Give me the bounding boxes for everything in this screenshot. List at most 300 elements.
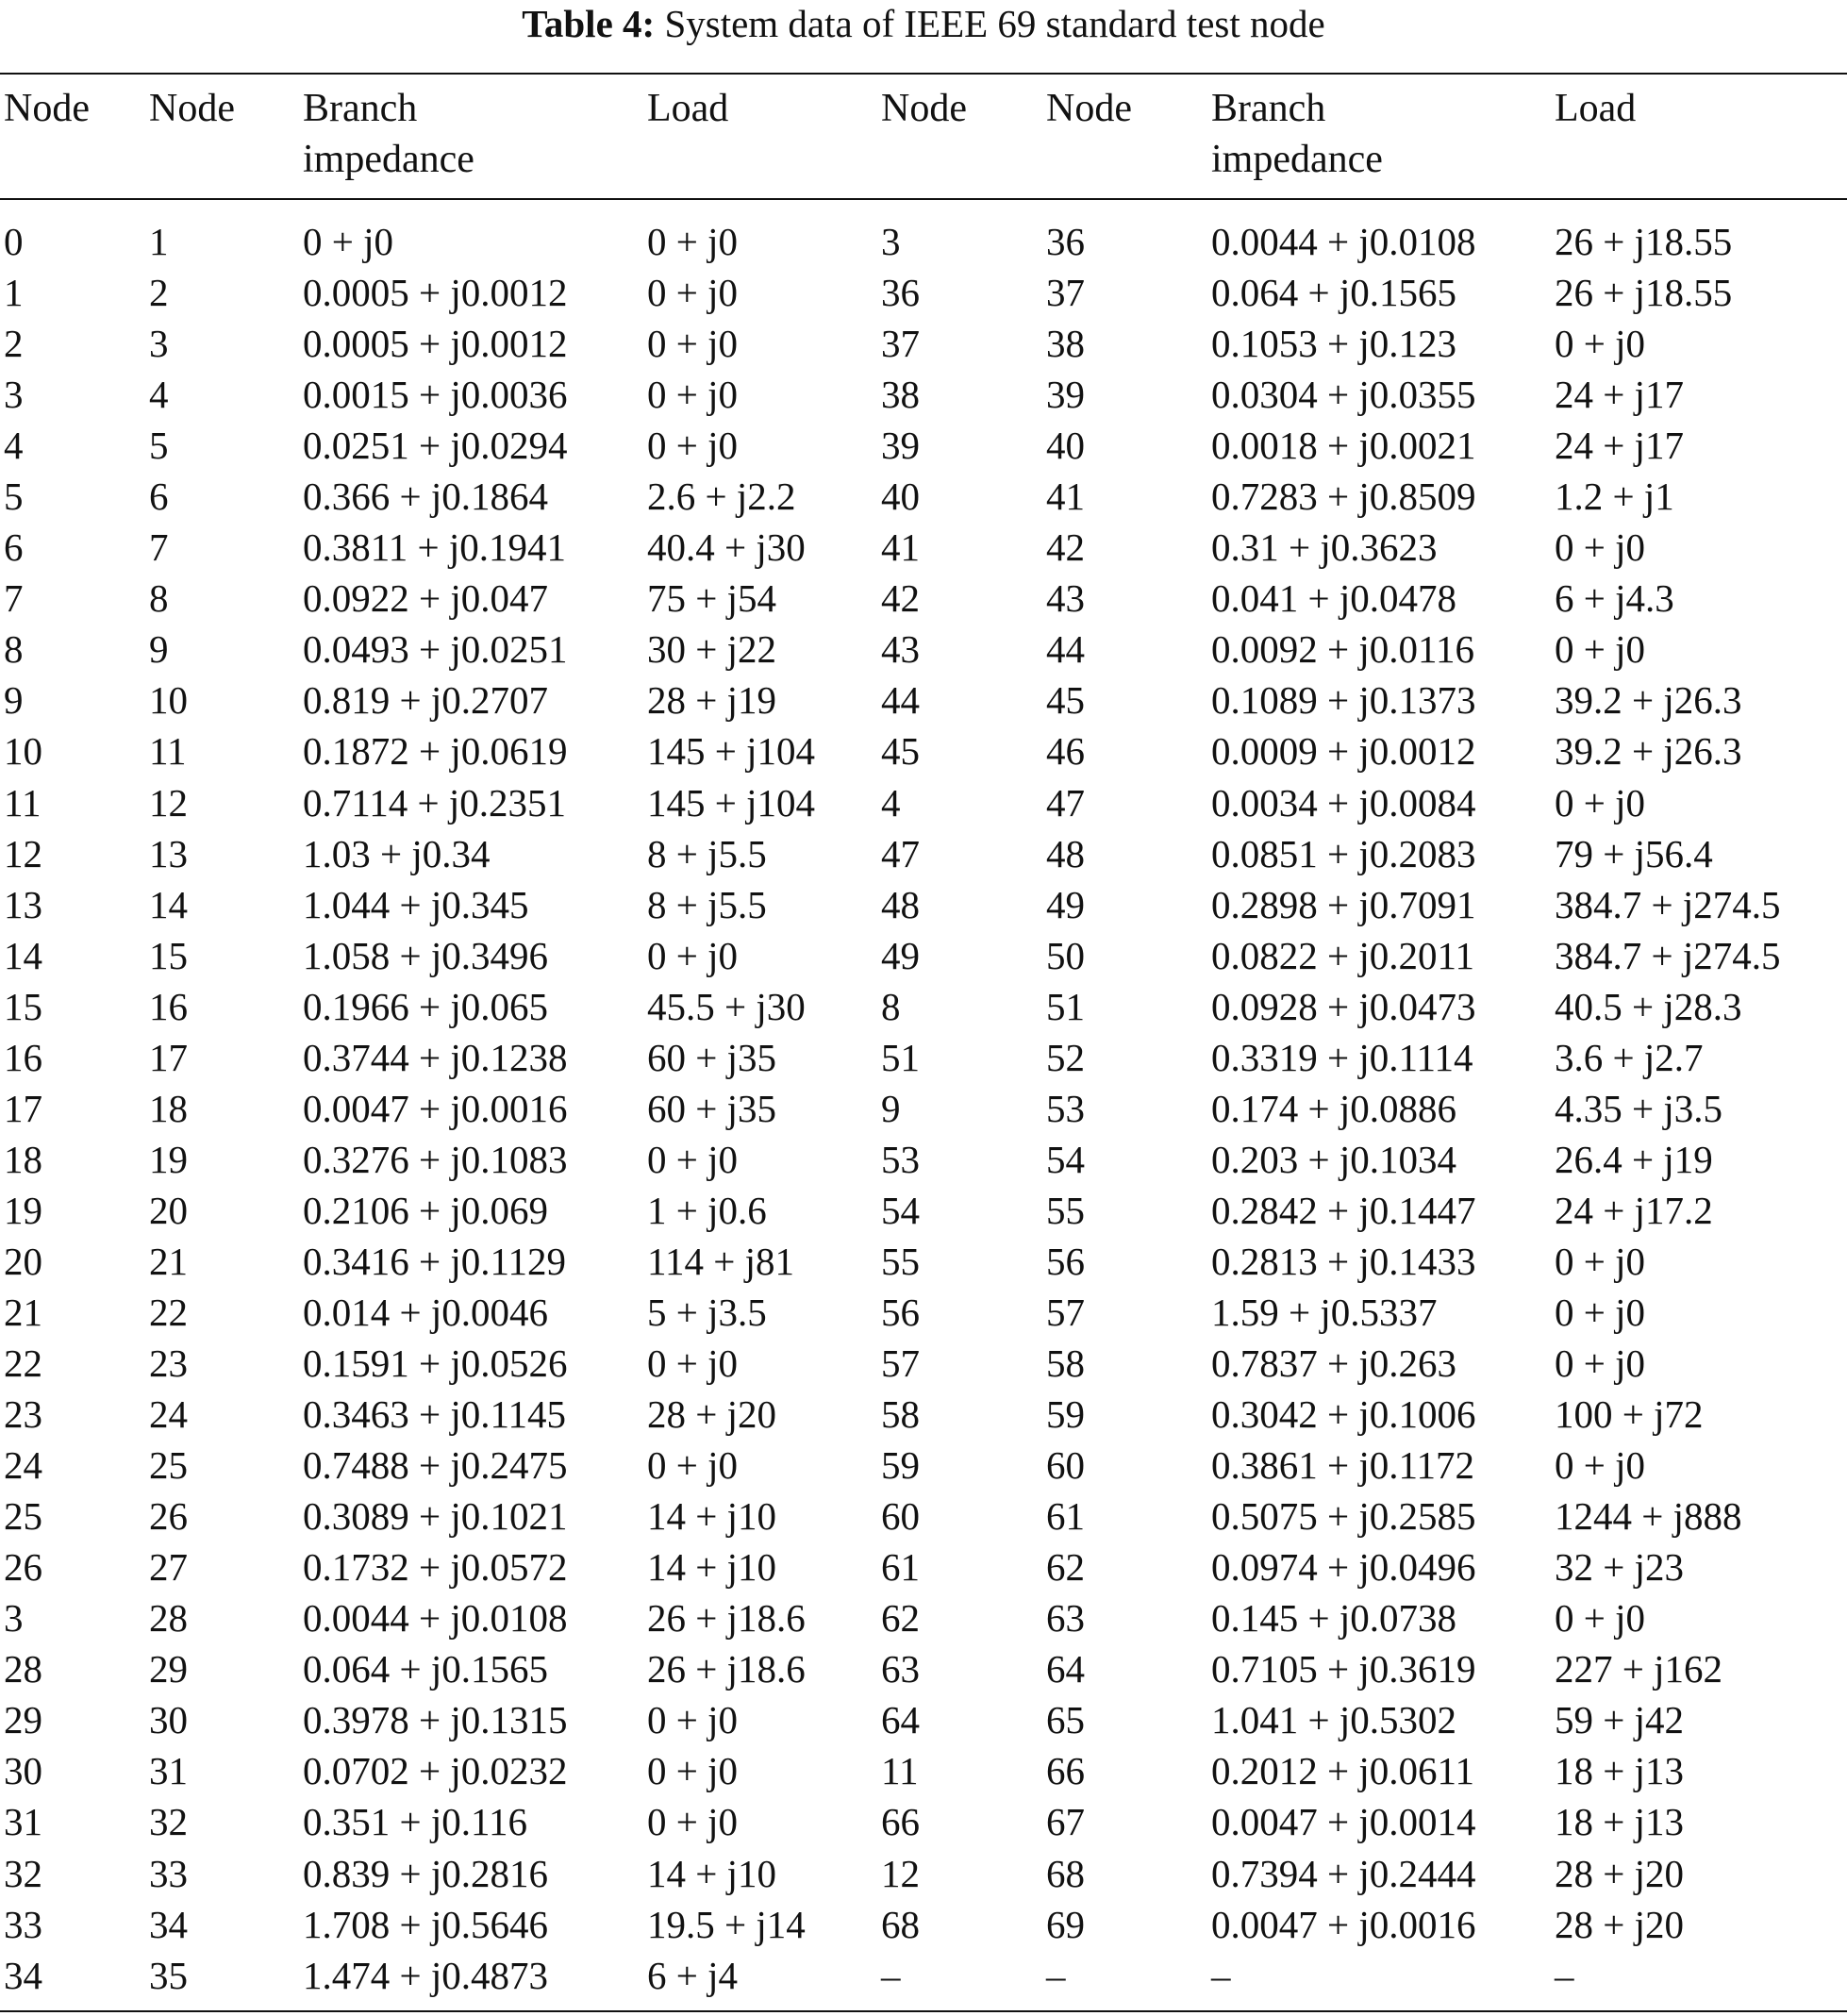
cell-node-from: 22 — [4, 1341, 42, 1386]
cell-branch-impedance-2: 0.1053 + j0.123 — [1211, 322, 1457, 366]
cell-node-from: 16 — [4, 1035, 42, 1079]
cell-node-to: 15 — [149, 933, 188, 977]
cell-load: 75 + j54 — [647, 576, 777, 621]
cell-branch-impedance-2: 0.064 + j0.1565 — [1211, 271, 1457, 315]
cell-node-from: 5 — [4, 475, 24, 519]
cell-branch-impedance: 0.819 + j0.2707 — [303, 678, 549, 723]
cell-node-to: 24 — [149, 1392, 188, 1437]
cell-branch-impedance: 0.1966 + j0.065 — [303, 984, 549, 1028]
cell-load: 0 + j0 — [647, 1749, 739, 1793]
cell-node-to: 31 — [149, 1749, 188, 1793]
table-row — [0, 930, 1847, 981]
cell-node-to-2: 68 — [1046, 1851, 1085, 1895]
cell-node-from-2: 59 — [881, 1443, 920, 1488]
cell-branch-impedance-2: 0.7105 + j0.3619 — [1211, 1647, 1476, 1691]
cell-load-2: – — [1555, 1953, 1574, 1997]
cell-node-from-2: 38 — [881, 373, 920, 417]
cell-node-to: 29 — [149, 1647, 188, 1691]
cell-node-from-2: 12 — [881, 1851, 920, 1895]
cell-node-from-2: 44 — [881, 678, 920, 723]
header-branch-impedance-left: Branch impedance — [303, 87, 474, 181]
table-row — [0, 1083, 1847, 1134]
cell-node-to-2: 42 — [1046, 525, 1085, 570]
cell-load: 14 + j10 — [647, 1545, 777, 1590]
cell-load-2: 24 + j17 — [1555, 424, 1685, 468]
cell-node-to-2: 49 — [1046, 882, 1085, 926]
table-row — [0, 267, 1847, 318]
cell-node-from-2: 42 — [881, 576, 920, 621]
cell-node-from-2: 36 — [881, 271, 920, 315]
cell-node-to-2: 63 — [1046, 1596, 1085, 1641]
cell-node-to-2: 47 — [1046, 780, 1085, 825]
cell-node-from-2: 4 — [881, 780, 901, 825]
cell-node-from-2: 3 — [881, 220, 901, 263]
table-row — [0, 828, 1847, 879]
cell-node-to: 33 — [149, 1851, 188, 1895]
cell-node-from-2: 41 — [881, 525, 920, 570]
cell-node-to-2: 55 — [1046, 1188, 1085, 1232]
cell-branch-impedance-2: 0.0822 + j0.2011 — [1211, 933, 1474, 977]
header-node-from-left: Node — [4, 87, 90, 130]
cell-node-from: 13 — [4, 882, 42, 926]
cell-branch-impedance: 1.708 + j0.5646 — [303, 1902, 549, 1946]
table-row — [0, 1236, 1847, 1287]
header-node-to-right: Node — [1046, 87, 1132, 130]
cell-node-to-2: 67 — [1046, 1800, 1085, 1844]
cell-node-to: 19 — [149, 1137, 188, 1181]
cell-branch-impedance-2: – — [1211, 1953, 1231, 1997]
cell-node-from-2: 54 — [881, 1188, 920, 1232]
cell-branch-impedance: 0.1591 + j0.0526 — [303, 1341, 568, 1386]
cell-load-2: 24 + j17 — [1555, 373, 1685, 417]
table-row — [0, 1848, 1847, 1899]
cell-node-from-2: 39 — [881, 424, 920, 468]
cell-load: 0 + j0 — [647, 1800, 739, 1844]
cell-node-to: 26 — [149, 1494, 188, 1539]
cell-load-2: 0 + j0 — [1555, 322, 1646, 366]
cell-load-2: 40.5 + j28.3 — [1555, 984, 1742, 1028]
cell-node-from: 21 — [4, 1290, 42, 1334]
cell-node-from: 7 — [4, 576, 24, 621]
cell-node-to: 34 — [149, 1902, 188, 1946]
cell-node-from: 26 — [4, 1545, 42, 1590]
header-branch-impedance-right: Branch impedance — [1211, 87, 1383, 181]
cell-node-to: 17 — [149, 1035, 188, 1079]
cell-node-from: 3 — [4, 373, 24, 417]
cell-load-2: 28 + j20 — [1555, 1902, 1685, 1946]
cell-load-2: 0 + j0 — [1555, 1239, 1646, 1283]
cell-node-from-2: 45 — [881, 729, 920, 774]
cell-node-from: 3 — [4, 1596, 24, 1641]
cell-node-from-2: 43 — [881, 627, 920, 672]
cell-branch-impedance-2: 0.5075 + j0.2585 — [1211, 1494, 1476, 1539]
cell-branch-impedance: 0.7488 + j0.2475 — [303, 1443, 568, 1488]
cell-node-from-2: 47 — [881, 831, 920, 875]
cell-node-from-2: 48 — [881, 882, 920, 926]
cell-node-to-2: 65 — [1046, 1698, 1085, 1742]
cell-node-to-2: 57 — [1046, 1290, 1085, 1334]
cell-node-from: 33 — [4, 1902, 42, 1946]
cell-load: 145 + j104 — [647, 780, 816, 825]
cell-load-2: 39.2 + j26.3 — [1555, 678, 1742, 723]
cell-branch-impedance: 1.044 + j0.345 — [303, 882, 529, 926]
cell-load-2: 384.7 + j274.5 — [1555, 933, 1781, 977]
table-row — [0, 1287, 1847, 1338]
cell-load-2: 26.4 + j19 — [1555, 1137, 1713, 1181]
table-row — [0, 1950, 1847, 2001]
cell-load: 8 + j5.5 — [647, 831, 767, 875]
cell-node-to-2: 62 — [1046, 1545, 1085, 1590]
cell-branch-impedance-2: 0.2842 + j0.1447 — [1211, 1188, 1476, 1232]
cell-load: 0 + j0 — [647, 1698, 739, 1742]
cell-node-from-2: 62 — [881, 1596, 920, 1641]
cell-branch-impedance: 0.0047 + j0.0016 — [303, 1086, 568, 1130]
cell-node-to-2: 36 — [1046, 220, 1085, 263]
cell-node-to: 23 — [149, 1341, 188, 1386]
cell-node-from: 23 — [4, 1392, 42, 1437]
cell-branch-impedance: 0.0044 + j0.0108 — [303, 1596, 568, 1641]
cell-node-from: 32 — [4, 1851, 42, 1895]
cell-node-to: 7 — [149, 525, 169, 570]
table-row — [0, 725, 1847, 776]
cell-branch-impedance: 0.3089 + j0.1021 — [303, 1494, 568, 1539]
cell-load: 28 + j20 — [647, 1392, 777, 1437]
cell-load: 30 + j22 — [647, 627, 777, 672]
cell-load: 14 + j10 — [647, 1494, 777, 1539]
cell-branch-impedance: 0.3463 + j0.1145 — [303, 1392, 566, 1437]
table-row — [0, 1389, 1847, 1440]
cell-node-to: 20 — [149, 1188, 188, 1232]
cell-load: 40.4 + j30 — [647, 525, 806, 570]
cell-node-from: 8 — [4, 627, 24, 672]
cell-node-to-2: 43 — [1046, 576, 1085, 621]
table-row — [0, 1592, 1847, 1643]
cell-load-2: 3.6 + j2.7 — [1555, 1035, 1704, 1079]
cell-branch-impedance-2: 0.041 + j0.0478 — [1211, 576, 1457, 621]
cell-node-to: 14 — [149, 882, 188, 926]
cell-node-from-2: – — [881, 1953, 901, 1997]
cell-load-2: 6 + j4.3 — [1555, 576, 1674, 621]
cell-node-to: 32 — [149, 1800, 188, 1844]
cell-branch-impedance: 0.014 + j0.0046 — [303, 1290, 549, 1334]
cell-branch-impedance: 0.3978 + j0.1315 — [303, 1698, 568, 1742]
cell-node-to: 25 — [149, 1443, 188, 1488]
cell-branch-impedance-2: 0.3319 + j0.1114 — [1211, 1035, 1473, 1079]
table-row — [0, 522, 1847, 573]
table-row — [0, 675, 1847, 725]
cell-node-from-2: 61 — [881, 1545, 920, 1590]
cell-node-to: 18 — [149, 1086, 188, 1130]
cell-node-to-2: 52 — [1046, 1035, 1085, 1079]
cell-branch-impedance: 0 + j0 — [303, 220, 394, 263]
cell-node-to: 27 — [149, 1545, 188, 1590]
cell-load-2: 0 + j0 — [1555, 1596, 1646, 1641]
cell-load-2: 227 + j162 — [1555, 1647, 1723, 1691]
cell-branch-impedance: 0.3744 + j0.1238 — [303, 1035, 568, 1079]
cell-branch-impedance: 0.7114 + j0.2351 — [303, 780, 566, 825]
cell-branch-impedance: 0.0005 + j0.0012 — [303, 322, 568, 366]
cell-branch-impedance-2: 0.31 + j0.3623 — [1211, 525, 1438, 570]
cell-load-2: 4.35 + j3.5 — [1555, 1086, 1723, 1130]
cell-load: 14 + j10 — [647, 1851, 777, 1895]
cell-load: 1 + j0.6 — [647, 1188, 767, 1232]
table-row — [0, 1694, 1847, 1745]
cell-node-from-2: 49 — [881, 933, 920, 977]
cell-branch-impedance: 0.366 + j0.1864 — [303, 475, 549, 519]
cell-node-from: 18 — [4, 1137, 42, 1181]
cell-node-from-2: 37 — [881, 322, 920, 366]
cell-branch-impedance-2: 1.041 + j0.5302 — [1211, 1698, 1457, 1742]
table-caption-text: System data of IEEE 69 standard test node — [664, 2, 1325, 45]
cell-node-from: 14 — [4, 933, 42, 977]
cell-node-from-2: 66 — [881, 1800, 920, 1844]
cell-branch-impedance-2: 0.174 + j0.0886 — [1211, 1086, 1457, 1130]
cell-branch-impedance-2: 0.0304 + j0.0355 — [1211, 373, 1476, 417]
cell-node-to: 10 — [149, 678, 188, 723]
cell-branch-impedance-2: 0.0974 + j0.0496 — [1211, 1545, 1476, 1590]
cell-node-from-2: 56 — [881, 1290, 920, 1334]
cell-load-2: 1.2 + j1 — [1555, 475, 1674, 519]
cell-node-to: 4 — [149, 373, 169, 417]
cell-load: 145 + j104 — [647, 729, 816, 774]
cell-node-from: 19 — [4, 1188, 42, 1232]
cell-node-from-2: 8 — [881, 984, 901, 1028]
cell-node-from: 25 — [4, 1494, 42, 1539]
cell-node-from-2: 9 — [881, 1086, 901, 1130]
cell-node-from: 34 — [4, 1953, 42, 1997]
cell-branch-impedance: 1.474 + j0.4873 — [303, 1953, 549, 1997]
table-row — [0, 216, 1847, 267]
cell-branch-impedance: 0.0015 + j0.0036 — [303, 373, 568, 417]
table-row — [0, 1643, 1847, 1694]
cell-load-2: 18 + j13 — [1555, 1749, 1685, 1793]
cell-branch-impedance: 0.351 + j0.116 — [303, 1800, 527, 1844]
cell-load-2: 0 + j0 — [1555, 780, 1646, 825]
cell-branch-impedance-2: 0.0018 + j0.0021 — [1211, 424, 1476, 468]
table-row — [0, 1134, 1847, 1185]
cell-branch-impedance: 0.064 + j0.1565 — [303, 1647, 549, 1691]
cell-node-from: 29 — [4, 1698, 42, 1742]
cell-node-to-2: 51 — [1046, 984, 1085, 1028]
cell-load: 0 + j0 — [647, 322, 739, 366]
cell-node-from-2: 53 — [881, 1137, 920, 1181]
cell-load: 114 + j81 — [647, 1239, 794, 1283]
cell-node-from-2: 64 — [881, 1698, 920, 1742]
cell-load-2: 100 + j72 — [1555, 1392, 1704, 1437]
cell-node-from: 12 — [4, 831, 42, 875]
cell-load-2: 0 + j0 — [1555, 525, 1646, 570]
cell-branch-impedance: 0.3416 + j0.1129 — [303, 1239, 566, 1283]
cell-load-2: 79 + j56.4 — [1555, 831, 1713, 875]
cell-node-from-2: 40 — [881, 475, 920, 519]
cell-branch-impedance-2: 0.0009 + j0.0012 — [1211, 729, 1476, 774]
cell-node-to: 30 — [149, 1698, 188, 1742]
cell-branch-impedance-2: 0.7394 + j0.2444 — [1211, 1851, 1476, 1895]
cell-load-2: 28 + j20 — [1555, 1851, 1685, 1895]
cell-node-from: 20 — [4, 1239, 42, 1283]
cell-load-2: 59 + j42 — [1555, 1698, 1685, 1742]
cell-load: 60 + j35 — [647, 1086, 777, 1130]
cell-branch-impedance-2: 0.7837 + j0.263 — [1211, 1341, 1457, 1386]
cell-load-2: 32 + j23 — [1555, 1545, 1685, 1590]
cell-node-to-2: 54 — [1046, 1137, 1085, 1181]
cell-node-to-2: 39 — [1046, 373, 1085, 417]
cell-node-from: 28 — [4, 1647, 42, 1691]
cell-node-to-2: 61 — [1046, 1494, 1085, 1539]
cell-node-to: 9 — [149, 627, 169, 672]
table-row — [0, 1796, 1847, 1847]
cell-load-2: 26 + j18.55 — [1555, 271, 1733, 315]
table-row — [0, 1440, 1847, 1491]
cell-branch-impedance-2: 0.7283 + j0.8509 — [1211, 475, 1476, 519]
table-top-rule — [0, 73, 1847, 75]
cell-node-from: 10 — [4, 729, 42, 774]
table-row — [0, 1338, 1847, 1389]
cell-node-to-2: 58 — [1046, 1341, 1085, 1386]
cell-node-from: 1 — [4, 271, 24, 315]
cell-load: 28 + j19 — [647, 678, 777, 723]
cell-load: 0 + j0 — [647, 1443, 739, 1488]
cell-node-to-2: 46 — [1046, 729, 1085, 774]
cell-node-to-2: 40 — [1046, 424, 1085, 468]
cell-node-from-2: 11 — [881, 1749, 919, 1793]
cell-branch-impedance-2: 0.0928 + j0.0473 — [1211, 984, 1476, 1028]
cell-load: 0 + j0 — [647, 271, 739, 315]
cell-load-2: 24 + j17.2 — [1555, 1188, 1713, 1232]
cell-node-to: 12 — [149, 780, 188, 825]
cell-load: 0 + j0 — [647, 1341, 739, 1386]
cell-node-to: 21 — [149, 1239, 188, 1283]
cell-node-from: 24 — [4, 1443, 42, 1488]
table-row — [0, 1745, 1847, 1796]
cell-node-to-2: 59 — [1046, 1392, 1085, 1437]
cell-branch-impedance-2: 0.0034 + j0.0084 — [1211, 780, 1476, 825]
table-row — [0, 471, 1847, 522]
cell-branch-impedance-2: 0.2898 + j0.7091 — [1211, 882, 1476, 926]
cell-branch-impedance-2: 0.0851 + j0.2083 — [1211, 831, 1476, 875]
cell-load: 26 + j18.6 — [647, 1647, 806, 1691]
table-row — [0, 1541, 1847, 1592]
cell-load: 19.5 + j14 — [647, 1902, 806, 1946]
cell-branch-impedance: 0.0702 + j0.0232 — [303, 1749, 568, 1793]
cell-load: 26 + j18.6 — [647, 1596, 806, 1641]
cell-node-from: 4 — [4, 424, 24, 468]
cell-branch-impedance-2: 0.0047 + j0.0014 — [1211, 1800, 1476, 1844]
cell-branch-impedance: 1.03 + j0.34 — [303, 831, 491, 875]
cell-load: 8 + j5.5 — [647, 882, 767, 926]
cell-load: 0 + j0 — [647, 424, 739, 468]
cell-branch-impedance: 0.0005 + j0.0012 — [303, 271, 568, 315]
cell-load: 60 + j35 — [647, 1035, 777, 1079]
table-row — [0, 1032, 1847, 1083]
cell-branch-impedance-2: 0.145 + j0.0738 — [1211, 1596, 1457, 1641]
cell-load-2: 1244 + j888 — [1555, 1494, 1742, 1539]
cell-node-from-2: 51 — [881, 1035, 920, 1079]
table-bottom-rule — [0, 2010, 1847, 2012]
cell-node-from-2: 68 — [881, 1902, 920, 1946]
cell-node-from-2: 60 — [881, 1494, 920, 1539]
table-row — [0, 981, 1847, 1032]
header-load-right: Load — [1555, 87, 1637, 130]
header-load-left: Load — [647, 87, 729, 130]
header-node-from-right: Node — [881, 87, 967, 130]
cell-branch-impedance: 0.839 + j0.2816 — [303, 1851, 549, 1895]
cell-node-to: 2 — [149, 271, 169, 315]
cell-load-2: 18 + j13 — [1555, 1800, 1685, 1844]
cell-load: 6 + j4 — [647, 1953, 739, 1997]
cell-load-2: 0 + j0 — [1555, 1290, 1646, 1334]
table-body — [0, 216, 1847, 2001]
table-row — [0, 369, 1847, 420]
cell-node-to: 28 — [149, 1596, 188, 1641]
cell-node-to: 1 — [149, 220, 169, 263]
cell-node-from: 30 — [4, 1749, 42, 1793]
cell-node-to-2: 44 — [1046, 627, 1085, 672]
cell-node-to-2: 41 — [1046, 475, 1085, 519]
cell-node-to: 22 — [149, 1290, 188, 1334]
cell-load-2: 0 + j0 — [1555, 627, 1646, 672]
table-row — [0, 1899, 1847, 1950]
table-header — [0, 83, 1847, 187]
cell-branch-impedance-2: 0.1089 + j0.1373 — [1211, 678, 1476, 723]
cell-node-to-2: 45 — [1046, 678, 1085, 723]
cell-branch-impedance: 0.2106 + j0.069 — [303, 1188, 549, 1232]
cell-node-to-2: – — [1046, 1953, 1066, 1997]
table-row — [0, 318, 1847, 369]
table-row — [0, 879, 1847, 930]
cell-node-from: 15 — [4, 984, 42, 1028]
cell-node-to: 6 — [149, 475, 169, 519]
cell-node-from-2: 58 — [881, 1392, 920, 1437]
cell-node-from: 31 — [4, 1800, 42, 1844]
cell-load: 0 + j0 — [647, 1137, 739, 1181]
table-row — [0, 573, 1847, 624]
cell-load: 0 + j0 — [647, 933, 739, 977]
cell-node-to-2: 38 — [1046, 322, 1085, 366]
table-row — [0, 1491, 1847, 1541]
cell-node-to-2: 60 — [1046, 1443, 1085, 1488]
cell-load: 2.6 + j2.2 — [647, 475, 796, 519]
cell-node-from: 9 — [4, 678, 24, 723]
cell-load: 5 + j3.5 — [647, 1290, 767, 1334]
cell-branch-impedance-2: 0.0044 + j0.0108 — [1211, 220, 1476, 263]
cell-node-to: 3 — [149, 322, 169, 366]
cell-node-from-2: 57 — [881, 1341, 920, 1386]
cell-node-to-2: 56 — [1046, 1239, 1085, 1283]
table-caption-label: Table 4: — [522, 2, 656, 45]
cell-branch-impedance: 0.3811 + j0.1941 — [303, 525, 566, 570]
cell-node-from: 17 — [4, 1086, 42, 1130]
cell-node-to-2: 64 — [1046, 1647, 1085, 1691]
cell-load-2: 26 + j18.55 — [1555, 220, 1733, 263]
cell-branch-impedance: 0.0922 + j0.047 — [303, 576, 549, 621]
cell-node-to: 35 — [149, 1953, 188, 1997]
cell-node-to-2: 48 — [1046, 831, 1085, 875]
cell-node-to-2: 37 — [1046, 271, 1085, 315]
cell-branch-impedance: 0.0493 + j0.0251 — [303, 627, 568, 672]
cell-node-to: 8 — [149, 576, 169, 621]
cell-branch-impedance-2: 0.0047 + j0.0016 — [1211, 1902, 1476, 1946]
cell-load-2: 39.2 + j26.3 — [1555, 729, 1742, 774]
cell-node-to-2: 66 — [1046, 1749, 1085, 1793]
table-row — [0, 1185, 1847, 1236]
cell-branch-impedance-2: 0.2813 + j0.1433 — [1211, 1239, 1476, 1283]
cell-load-2: 0 + j0 — [1555, 1443, 1646, 1488]
cell-node-from: 11 — [4, 780, 42, 825]
cell-branch-impedance: 0.1872 + j0.0619 — [303, 729, 568, 774]
cell-load-2: 0 + j0 — [1555, 1341, 1646, 1386]
table-row — [0, 777, 1847, 828]
